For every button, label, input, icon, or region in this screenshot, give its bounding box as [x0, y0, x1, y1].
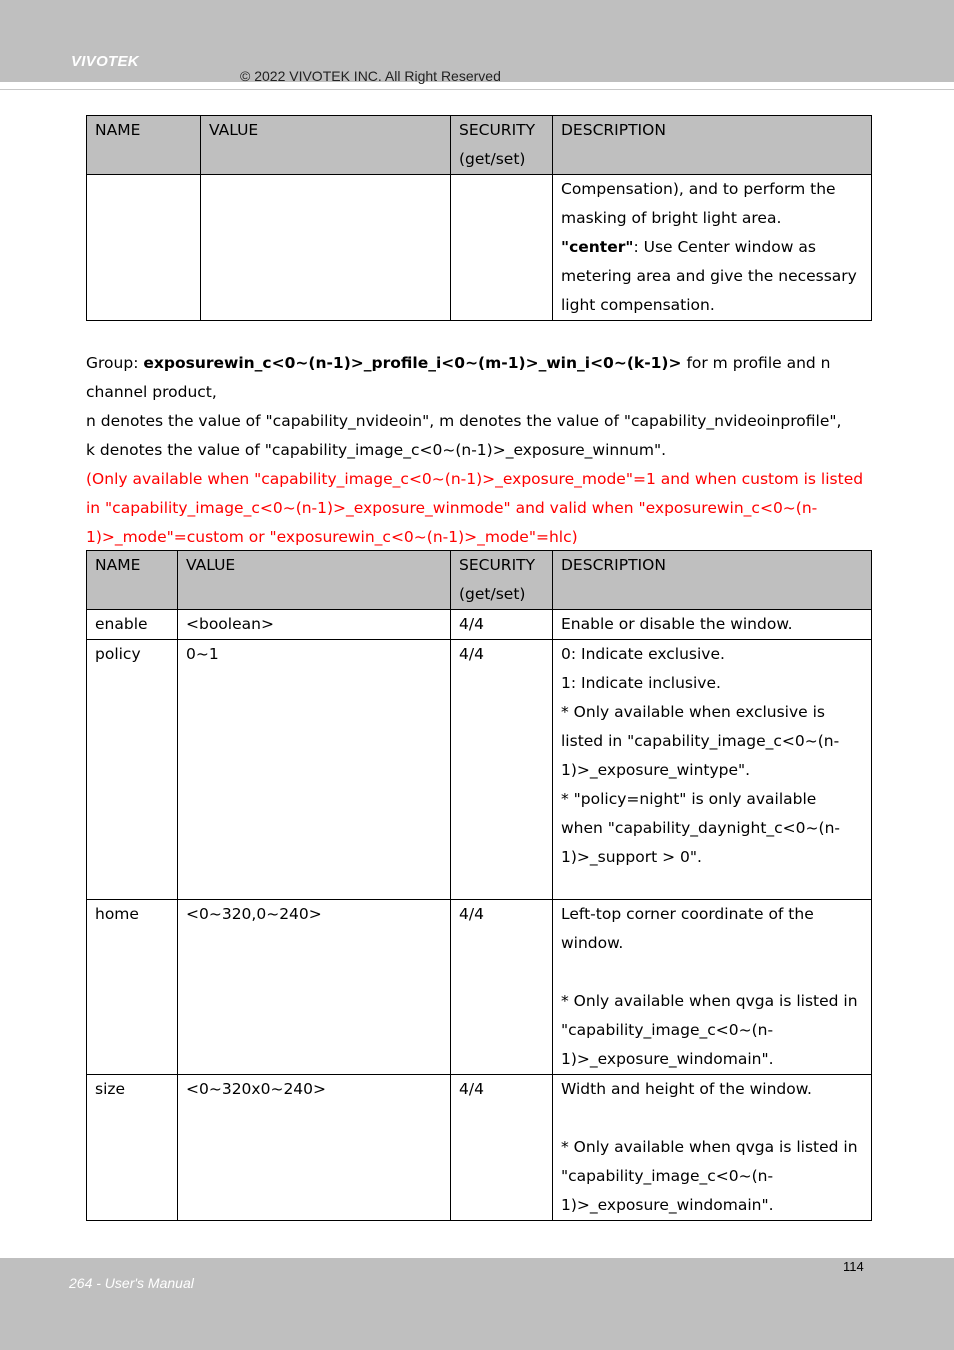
manual-title: 264 - User's Manual [69, 1275, 194, 1291]
group-line-k: k denotes the value of "capability_image_c<0~(n-1)>_exposure_winnum". [86, 441, 667, 459]
group-title: Group: exposurewin_c<0~(n-1)>_profile_i<0~(m-1)>_win_i<0~(k-1)> for m profile and n channel product, [86, 354, 831, 401]
cell-security: 4/4 [451, 640, 553, 900]
cell-security: 4/4 [451, 610, 553, 640]
cell-name [87, 175, 201, 321]
copyright-text: © 2022 VIVOTEK INC. All Right Reserved [240, 68, 501, 84]
header-divider [0, 89, 954, 90]
parameter-table-continued [86, 115, 872, 321]
cell-description: Enable or disable the window. [553, 610, 872, 640]
table-header-row [87, 116, 872, 175]
group-description [86, 349, 871, 552]
page-number: 114 [843, 1259, 864, 1274]
cell-value: <0~320x0~240> [178, 1075, 451, 1221]
cell-value: 0~1 [178, 640, 451, 900]
column-header-name: NAME [87, 551, 178, 610]
cell-description: 0: Indicate exclusive. 1: Indicate inclusive. * Only available when exclusive is listed in "capability_image_c<0~(n-1)>_exposure_wintype". * "policy=night" is only available when "capability_daynight_c<0~(n-1)>_support > 0". [553, 640, 872, 900]
keyword-center: "center" [561, 238, 634, 256]
cell-description: Left-top corner coordinate of the window. * Only available when qvga is listed in "capability_image_c<0~(n-1)>_exposure_windomain". [553, 900, 872, 1075]
table-row [87, 900, 872, 1075]
column-header-description: DESCRIPTION [553, 116, 872, 175]
table-header-row [87, 551, 872, 610]
cell-description [553, 175, 872, 321]
cell-security: 4/4 [451, 1075, 553, 1221]
cell-security: 4/4 [451, 900, 553, 1075]
table-row [87, 640, 872, 900]
table-row [87, 610, 872, 640]
availability-note: (Only available when "capability_image_c<0~(n-1)>_exposure_mode"=1 and when custom is listed in "capability_image_c<0~(n-1)>_exposure_winmode" and valid when "exposurewin_c<0~(n-1)>_mode"=custom or "exposurewin_c<0~(n-1)>_mode"=hlc) [86, 470, 864, 546]
cell-value [201, 175, 451, 321]
description-text: : Use Center window as metering area and give the necessary light compensation. [561, 238, 857, 314]
cell-name: size [87, 1075, 178, 1221]
cell-security [451, 175, 553, 321]
column-header-description: DESCRIPTION [553, 551, 872, 610]
cell-name: enable [87, 610, 178, 640]
cell-value: <0~320,0~240> [178, 900, 451, 1075]
table-row [87, 1075, 872, 1221]
column-header-value: VALUE [178, 551, 451, 610]
parameter-table [86, 550, 872, 1221]
column-header-value: VALUE [201, 116, 451, 175]
column-header-security: SECURITY (get/set) [451, 551, 553, 610]
column-header-security: SECURITY (get/set) [451, 116, 553, 175]
cell-description: Width and height of the window. * Only available when qvga is listed in "capability_image_c<0~(n-1)>_exposure_windomain". [553, 1075, 872, 1221]
description-text: Compensation), and to perform the masking of bright light area. [561, 180, 836, 227]
page-footer [0, 1258, 954, 1350]
cell-value: <boolean> [178, 610, 451, 640]
cell-name: home [87, 900, 178, 1075]
cell-name: policy [87, 640, 178, 900]
group-line-n: n denotes the value of "capability_nvideoin", m denotes the value of "capability_nvideoinprofile", [86, 412, 842, 430]
group-name: exposurewin_c<0~(n-1)>_profile_i<0~(m-1)>_win_i<0~(k-1)> [143, 354, 682, 372]
brand-logo: VIVOTEK [71, 53, 139, 70]
column-header-name: NAME [87, 116, 201, 175]
table-row [87, 175, 872, 321]
